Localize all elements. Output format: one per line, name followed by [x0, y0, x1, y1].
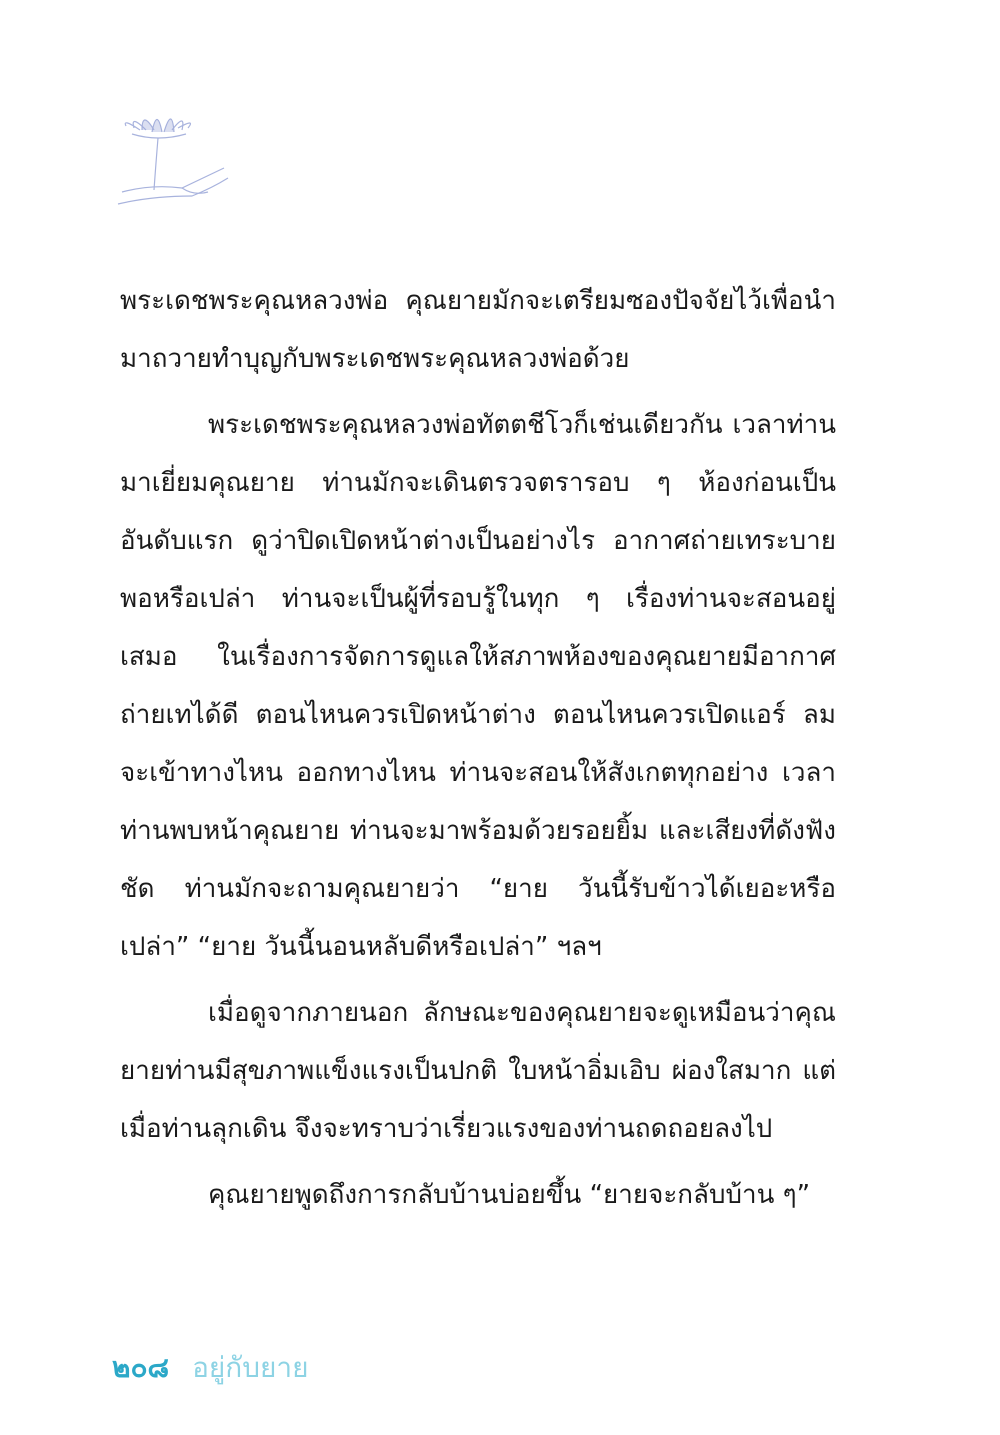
book-title: อยู่กับยาย: [192, 1351, 309, 1384]
paragraph: เมื่อดูจากภายนอก ลักษณะของคุณยายจะดูเหมือนว่าคุณยายท่านมีสุขภาพแข็งแรงเป็นปกติ ใบหน้าอิ่มเอิบ ผ่องใสมาก แต่เมื่อท่านลุกเดิน จึงจะทราบว่าเรี่ยวแรงของท่านถดถอยลงไป: [120, 998, 836, 1144]
lotus-icon: [112, 92, 232, 217]
page-number: ๒๐๘: [112, 1351, 170, 1384]
paragraph: คุณยายพูดถึงการกลับบ้านบ่อยขึ้น “ยายจะกลับบ้าน ๆ”: [208, 1180, 811, 1210]
paragraph: พระเดชพระคุณหลวงพ่อทัตตชีโวก็เช่นเดียวกัน เวลาท่านมาเยี่ยมคุณยาย ท่านมักจะเดินตรวจตรารอบ ๆ ห้องก่อนเป็นอันดับแรก ดูว่าปิดเปิดหน้าต่างเป็นอย่างไร อากาศถ่ายเทระบายพอหรือเปล่า ท่านจะเป็นผู้ที่รอบรู้ในทุก ๆ เรื่องท่านจะสอนอยู่เสมอ ในเรื่องการจัดการดูแลให้สภาพห้องของคุณยายมีอากาศถ่ายเทได้ดี ตอนไหนควรเปิดหน้าต่าง ตอนไหนควรเปิดแอร์ ลมจะเข้าทางไหน ออกทางไหน ท่านจะสอนให้สังเกตทุกอย่าง เวลาท่านพบหน้าคุณยาย ท่านจะมาพร้อมด้วยรอยยิ้ม และเสียงที่ดังฟังชัด ท่านมักจะถามคุณยายว่า “ยาย วันนี้รับข้าวได้เยอะหรือเปล่า” “ยาย วันนี้นอนหลับดีหรือเปล่า” ฯลฯ: [120, 410, 836, 962]
page-footer: [112, 1348, 309, 1388]
paragraph: พระเดชพระคุณหลวงพ่อ คุณยายมักจะเตรียมซองปัจจัยไว้เพื่อนำมาถวายทำบุญกับพระเดชพระคุณหลวงพ่อด้วย: [120, 286, 836, 374]
body-text: [120, 272, 836, 1232]
